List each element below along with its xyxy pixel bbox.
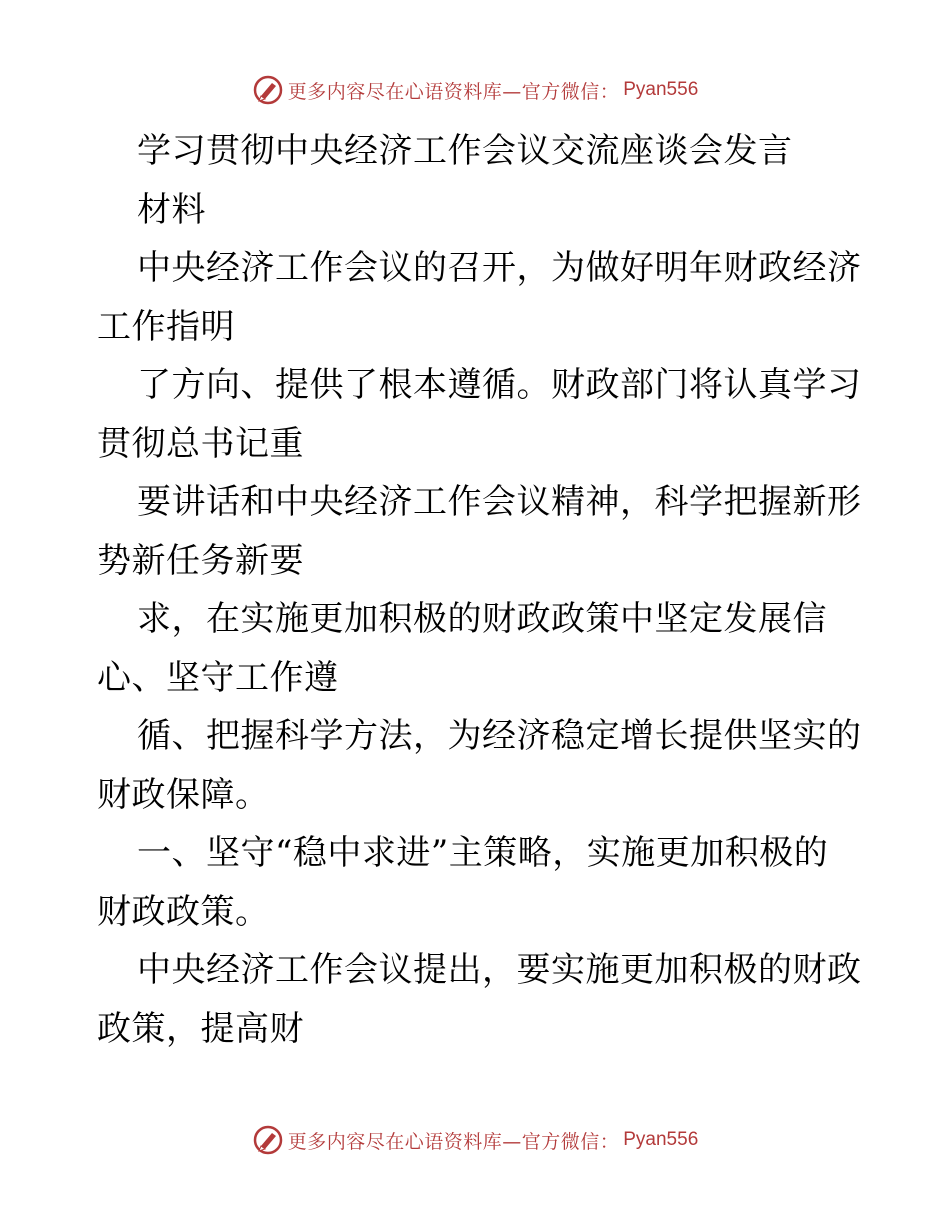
pen-logo-icon	[252, 1124, 284, 1156]
document-line: 贯彻总书记重	[97, 423, 304, 464]
footer-banner-text: 更多内容尽在心语资料库—官方微信：	[287, 1130, 620, 1153]
document-line: 心、坚守工作遵	[97, 657, 339, 698]
document-body	[97, 122, 862, 1058]
document-line: 财政保障。	[97, 774, 270, 815]
document-line: 政策，提高财	[97, 1008, 304, 1049]
document-line: 求，在实施更加积极的财政政策中坚定发展信	[137, 599, 827, 639]
footer-banner	[0, 1120, 950, 1160]
document-line: 中央经济工作会议的召开，为做好明年财政经济	[137, 248, 862, 288]
document-line: 学习贯彻中央经济工作会议交流座谈会发言	[137, 131, 793, 171]
document-line: 中央经济工作会议提出，要实施更加积极的财政	[137, 950, 862, 990]
header-banner	[0, 70, 950, 110]
header-banner-text: 更多内容尽在心语资料库—官方微信：	[287, 80, 620, 103]
document-line: 一、坚守“稳中求进”主策略，实施更加积极的	[137, 833, 829, 873]
header-banner-content	[252, 74, 699, 106]
document-line: 了方向、提供了根本遵循。财政部门将认真学习	[137, 365, 862, 405]
document-line: 财政政策。	[97, 891, 270, 932]
document-line: 势新任务新要	[97, 540, 304, 581]
pen-logo-icon	[252, 74, 284, 106]
footer-banner-content	[252, 1124, 699, 1156]
footer-banner-wechat-id: Pyan556	[623, 1129, 699, 1150]
document-line: 循、把握科学方法，为经济稳定增长提供坚实的	[137, 716, 862, 756]
document-line: 工作指明	[97, 306, 235, 347]
document-line: 要讲话和中央经济工作会议精神，科学把握新形	[137, 482, 862, 522]
document-line: 材料	[137, 189, 206, 230]
header-banner-wechat-id: Pyan556	[623, 79, 699, 100]
